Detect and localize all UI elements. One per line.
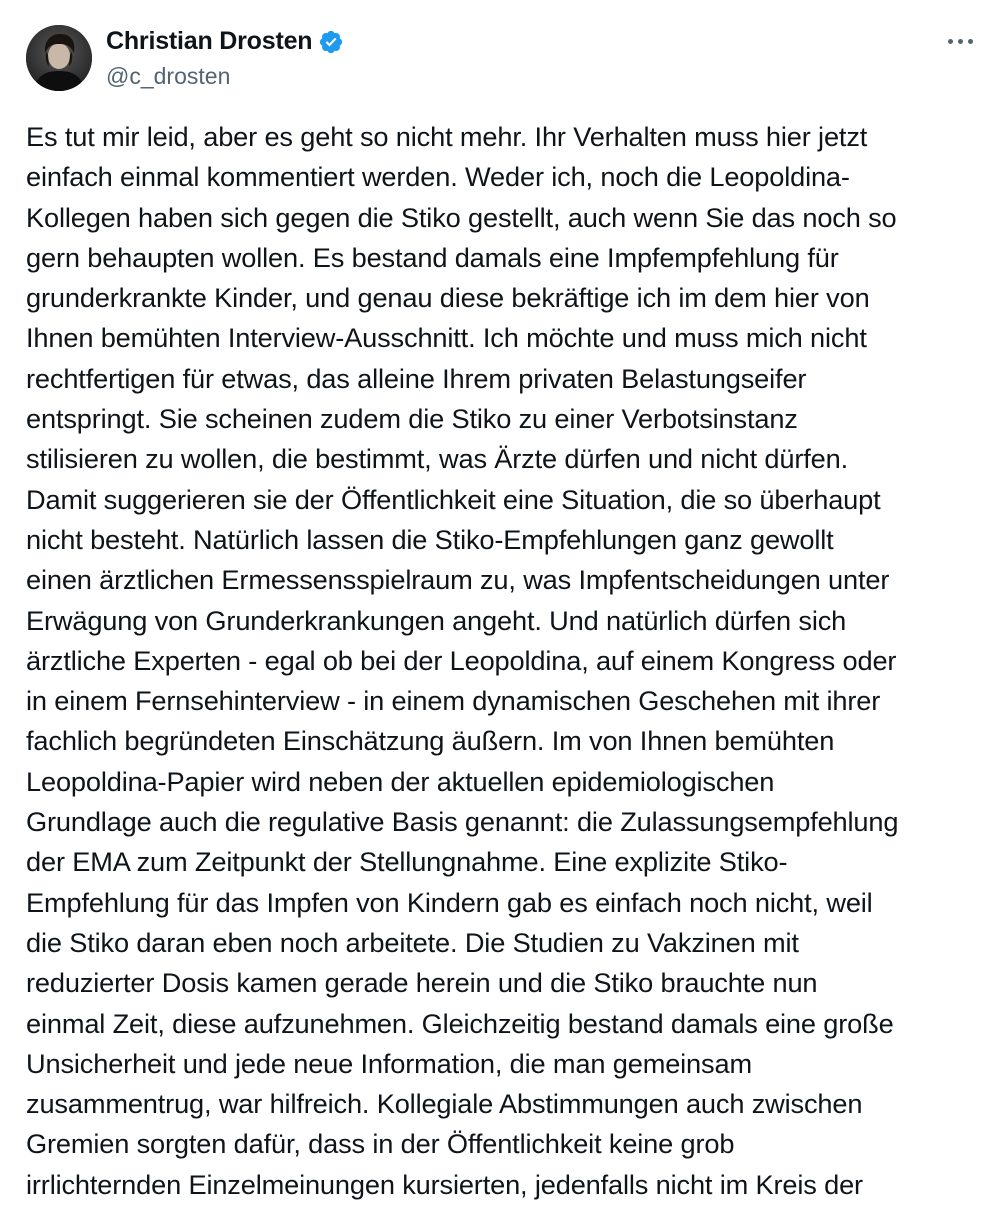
author-name-row — [106, 27, 344, 56]
tweet-line: fachlich begründeten Einschätzung äußern. Im von Ihnen bemühten — [26, 725, 835, 757]
tweet-line: nicht besteht. Natürlich lassen die Stiko-Empfehlungen ganz gewollt — [26, 523, 834, 555]
tweet-line: einfach einmal kommentiert werden. Weder ich, noch die Leopoldina- — [26, 161, 850, 193]
tweet-line: stilisieren zu wollen, die bestimmt, was Ärzte dürfen und nicht dürfen. — [26, 443, 848, 475]
tweet-line: Ihnen bemühten Interview-Ausschnitt. Ich möchte und muss mich nicht — [26, 322, 867, 354]
tweet-line: Kollegen haben sich gegen die Stiko gestellt, auch wenn Sie das noch so — [26, 201, 897, 233]
tweet-line: einen ärztlichen Ermessensspielraum zu, was Impfentscheidungen unter — [26, 564, 890, 596]
tweet-line: Empfehlung für das Impfen von Kindern gab es einfach noch nicht, weil — [26, 886, 873, 918]
tweet-line: Gremien sorgten dafür, dass in der Öffentlichkeit keine grob — [26, 1128, 735, 1160]
tweet-line: entspringt. Sie scheinen zudem die Stiko zu einer Verbotsinstanz — [26, 403, 798, 435]
tweet-line: Leopoldina-Papier wird neben der aktuellen epidemiologischen — [26, 765, 775, 797]
person-portrait-icon — [26, 25, 92, 91]
tweet-line: Erwägung von Grunderkrankungen angeht. Und natürlich dürfen sich — [26, 604, 847, 636]
author-handle[interactable]: @c_drosten — [106, 63, 231, 89]
author-display-name[interactable]: Christian Drosten — [106, 27, 313, 55]
tweet-line: irrlichternden Einzelmeinungen kursierten, jedenfalls nicht im Kreis der — [26, 1168, 863, 1200]
tweet-line: einmal Zeit, diese aufzunehmen. Gleichzeitig bestand damals eine große — [26, 1007, 894, 1039]
tweet-line: ärztliche Experten - egal ob bei der Leopoldina, auf einem Kongress oder — [26, 644, 897, 676]
tweet-line: Unsicherheit und jede neue Information, die man gemeinsam — [26, 1047, 752, 1079]
tweet-line: zusammentrug, war hilfreich. Kollegiale Abstimmungen auch zwischen — [26, 1088, 863, 1120]
tweet-line: der EMA zum Zeitpunkt der Stellungnahme. Eine explizite Stiko- — [26, 846, 788, 878]
tweet-line: rechtfertigen für etwas, das alleine Ihrem privaten Belastungseifer — [26, 362, 807, 394]
ellipsis-icon — [948, 39, 953, 44]
ellipsis-dot — [968, 39, 973, 44]
tweet-line: die Stiko daran eben noch arbeitete. Die Studien zu Vakzinen mit — [26, 926, 799, 958]
tweet-line: grunderkrankte Kinder, und genau diese bekräftige ich im dem hier von — [26, 282, 870, 314]
tweet-line: Damit suggerieren sie der Öffentlichkeit eine Situation, die so überhaupt — [26, 483, 881, 515]
tweet-line: Es tut mir leid, aber es geht so nicht mehr. Ihr Verhalten muss hier jetzt — [26, 121, 868, 152]
tweet-header — [0, 0, 1001, 120]
avatar[interactable] — [26, 25, 92, 91]
more-options-button[interactable] — [940, 26, 980, 56]
ellipsis-dot — [958, 39, 963, 44]
verified-badge-icon — [318, 29, 344, 55]
tweet-line: gern behaupten wollen. Es bestand damals eine Impfempfehlung für — [26, 241, 839, 273]
tweet-line: in einem Fernsehinterview - in einem dynamischen Geschehen mit ihrer — [26, 685, 881, 717]
tweet-text — [26, 117, 986, 1205]
tweet-line: reduzierter Dosis kamen gerade herein und die Stiko brauchte nun — [26, 967, 818, 999]
tweet-line: Grundlage auch die regulative Basis genannt: die Zulassungsempfehlung — [26, 806, 899, 838]
